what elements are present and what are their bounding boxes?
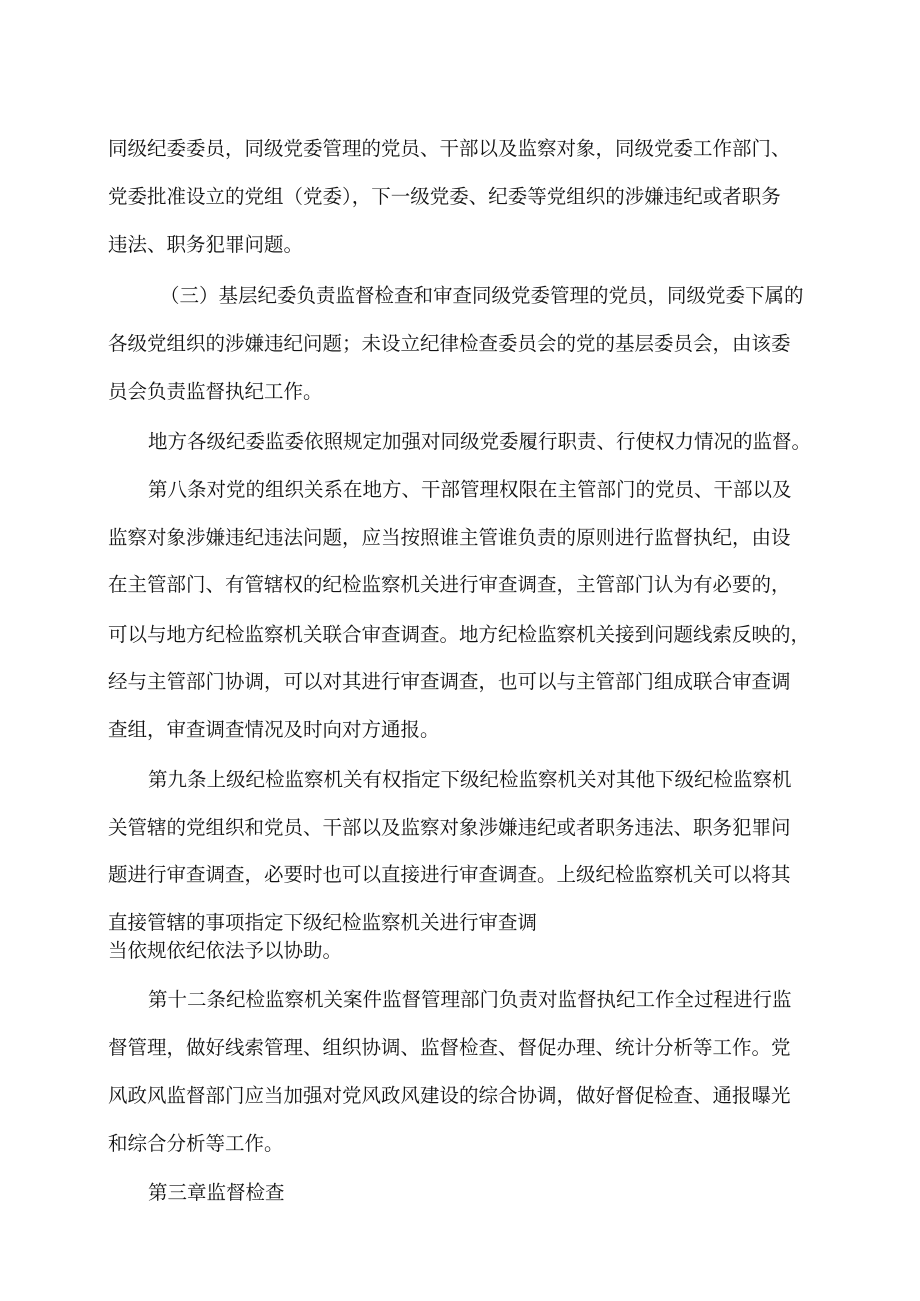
text-line: 经与主管部门协调，可以对其进行审查调查，也可以与主管部门组成联合审查调 [108, 670, 791, 693]
text-line: 员会负责监督执纪工作。 [108, 380, 323, 403]
text-line: 各级党组织的涉嫌违纪问题；未设立纪律检查委员会的党的基层委员会，由该委 [108, 332, 791, 355]
text-line: 地方各级纪委监委依照规定加强对同级党委履行职责、行使权力情况的监督。 [148, 430, 812, 453]
text-line: 和综合分析等工作。 [108, 1132, 284, 1155]
section-heading: 第三章监督检查 [148, 1181, 285, 1204]
text-line: 可以与地方纪检监察机关联合审查调查。地方纪检监察机关接到问题线索反映的， [108, 623, 811, 646]
text-line: 题进行审查调查，必要时也可以直接进行审查调查。上级纪检监察机关可以将其 [108, 863, 791, 886]
text-line: 当依规依纪依法予以协助。 [108, 939, 343, 962]
text-line: 监察对象涉嫌违纪违法问题，应当按照谁主管谁负责的原则进行监督执纪，由设 [108, 526, 791, 549]
text-line: 查组，审查调查情况及时向对方通报。 [108, 718, 440, 741]
text-line: 第十二条纪检监察机关案件监督管理部门负责对监督执纪工作全过程进行监 [148, 988, 792, 1011]
text-line: 第九条上级纪检监察机关有权指定下级纪检监察机关对其他下级纪检监察机 [148, 768, 792, 791]
text-line: 直接管辖的事项指定下级纪检监察机关进行审查调 [108, 911, 538, 934]
text-line: 风政风监督部门应当加强对党风政风建设的综合协调，做好督促检查、通报曝光 [108, 1084, 791, 1107]
text-line: 在主管部门、有管辖权的纪检监察机关进行审查调查，主管部门认为有必要的， [108, 573, 791, 596]
text-line: 党委批准设立的党组（党委），下一级党委、纪委等党组织的涉嫌违纪或者职务 [108, 185, 781, 208]
text-line: （三）基层纪委负责监督检查和审查同级党委管理的党员，同级党委下属的 [160, 284, 804, 307]
text-line: 督管理，做好线索管理、组织协调、监督检查、督促办理、统计分析等工作。党 [108, 1036, 791, 1059]
text-line: 同级纪委委员，同级党委管理的党员、干部以及监察对象，同级党委工作部门、 [108, 137, 791, 160]
text-line: 违法、职务犯罪问题。 [108, 233, 304, 256]
text-line: 关管辖的党组织和党员、干部以及监察对象涉嫌违纪或者职务违法、职务犯罪问 [108, 816, 791, 839]
text-line: 第八条对党的组织关系在地方、干部管理权限在主管部门的党员、干部以及 [148, 478, 792, 501]
